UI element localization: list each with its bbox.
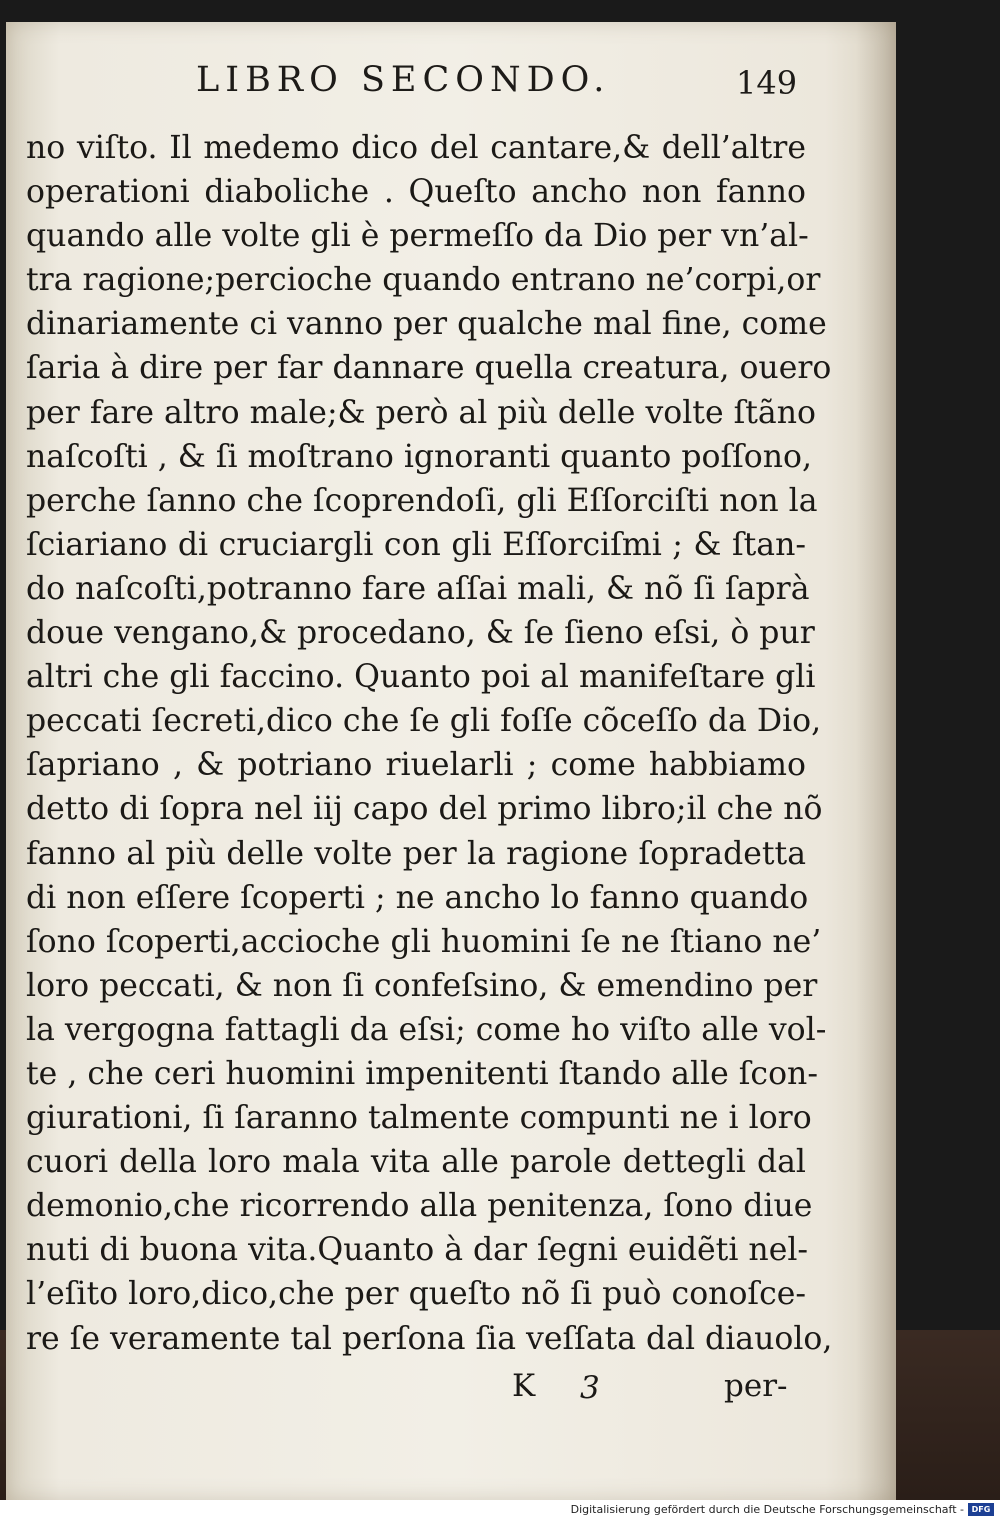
text-line: do naſcoſti,potranno fare aſſai mali, & nõ ſi ſaprà (26, 570, 810, 607)
text-line: no viſto. Il medemo dico del cantare,& dell’altre (26, 130, 806, 166)
text-line: per fare altro male;& però al più delle volte ſtãno (26, 394, 816, 431)
text-line: doue vengano,& procedano, & ſe ſieno eſsi, ò pur (26, 615, 815, 652)
text-line: la vergogna fattagli da eſsi; come ho viſto alle vol- (26, 1011, 827, 1048)
text-line: naſcoſti , & ſi moſtrano ignoranti quanto poſſono, (26, 438, 813, 475)
text-line: te , che ceri huomini impenitenti ſtando alle ſcon- (26, 1055, 818, 1092)
text-line: perche ſanno che ſcoprendoſi, gli Eſſorciſti non la (26, 482, 818, 519)
text-line: peccati ſecreti,dico che ſe gli foſſe cõceſſo da Dio, (26, 703, 822, 740)
text-line: dinariamente ci vanno per qualche mal fine, come (26, 306, 827, 343)
text-line: cuori della loro mala vita alle parole dettegli dal (26, 1144, 806, 1181)
text-line: di non eſſere ſcoperti ; ne ancho lo fanno quando (26, 879, 809, 916)
funding-credit: Digitalisierung gefördert durch die Deutsche Forschungsgemeinschaft - (570, 1503, 964, 1516)
signature-number: 3 (580, 1370, 600, 1406)
text-line: loro peccati, & non ſi confeſsino, & emendino per (26, 967, 818, 1004)
text-line: ſapriano , & potriano riuelarli ; come habbiamo (26, 747, 806, 784)
dfg-logo-icon: DFG (968, 1503, 994, 1516)
text-line: giurationi, ſi ſaranno talmente compunti ne i loro (26, 1100, 812, 1137)
text-line: ſono ſcoperti,accioche gli huomini ſe ne ſtiano ne’ (26, 923, 822, 960)
text-line: l’eſito loro,dico,che per queſto nõ ſi può conoſce- (26, 1276, 806, 1313)
page-header (196, 60, 836, 110)
catchword: per- (724, 1368, 788, 1404)
text-line: quando alle volte gli è permeſſo da Dio per vn’al- (26, 218, 809, 255)
text-line: ſciariano di cruciargli con gli Eſſorciſmi ; & ſtan- (26, 526, 806, 563)
signature-mark: K (512, 1368, 536, 1404)
text-line: nuti di buona vita.Quanto à dar ſegni euidẽti nel- (26, 1232, 809, 1269)
text-line: detto di ſopra nel iij capo del primo libro;il che nõ (26, 791, 823, 828)
body-text (26, 126, 833, 1361)
text-line: operationi diaboliche . Queſto ancho non fanno (26, 174, 806, 211)
running-head: LIBRO SECONDO. (196, 60, 611, 100)
text-line: altri che gli faccino. Quanto poi al manifeſtare gli (26, 659, 816, 696)
text-line: ſaria à dire per far dannare quella creatura, ouero (26, 350, 832, 387)
credit-bar (0, 1500, 1000, 1520)
text-line: re ſe veramente tal perſona ſia veſſata dal diauolo, (26, 1320, 833, 1357)
page-number: 149 (736, 64, 798, 102)
text-line: fanno al più delle volte per la ragione ſopradetta (26, 835, 806, 872)
text-line: demonio,che ricorrendo alla penitenza, ſono diue (26, 1188, 813, 1225)
book-page (6, 22, 896, 1500)
page-footer (6, 1368, 906, 1418)
text-line: tra ragione;percioche quando entrano ne’corpi,or (26, 262, 821, 299)
